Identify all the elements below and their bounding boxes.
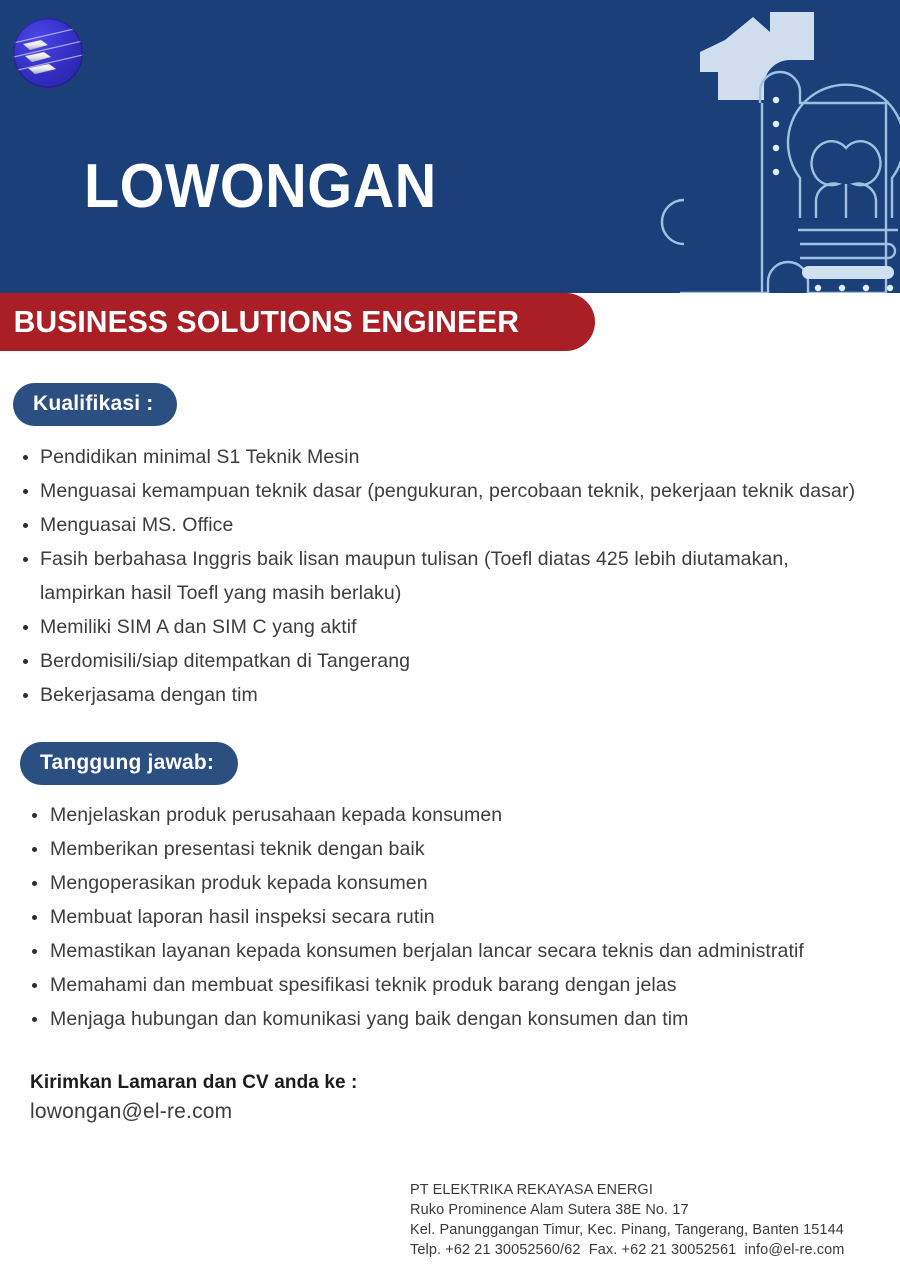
list-item: Menguasai kemampuan teknik dasar (pengukuran, percobaan teknik, pekerjaan teknik dasar) [40,474,860,508]
dots-decoration-icon [773,97,779,175]
company-logo [13,18,83,88]
list-item: Memastikan layanan kepada konsumen berjalan lancar secara teknis dan administratif [50,934,860,968]
puzzle-piece-filled-icon [700,12,814,100]
responsibilities-heading-row [20,742,900,785]
position-banner-area [0,293,900,351]
poster-title [18,92,437,293]
apply-title: Kirimkan Lamaran dan CV anda ke : [30,1072,358,1093]
poster-header [0,0,900,293]
list-item: Memahami dan membuat spesifikasi teknik produk barang dengan jelas [50,968,860,1002]
list-item: Pendidikan minimal S1 Teknik Mesin [40,440,860,474]
list-item: Memberikan presentasi teknik dengan baik [50,832,860,866]
apply-instructions [30,1072,900,1124]
poster-title-line-1: LOWONGAN [83,152,437,222]
company-address-line-2: Kel. Panunggangan Timur, Kec. Pinang, Tangerang, Banten 15144 [410,1222,844,1238]
list-item: Memiliki SIM A dan SIM C yang aktif [40,610,860,644]
list-item: Menjelaskan produk perusahaan kepada konsumen [50,798,860,832]
company-name: PT ELEKTRIKA REKAYASA ENERGI [410,1182,653,1198]
company-address-line-1: Ruko Prominence Alam Sutera 38E No. 17 [410,1202,689,1218]
company-contact-block [410,1180,844,1260]
list-item: Mengoperasikan produk kepada konsumen [50,866,860,900]
header-decorative-art [640,0,900,293]
qualifications-list [0,440,900,712]
apply-email[interactable]: lowongan@el-re.com [30,1100,233,1123]
lightbulb-base-bar [802,266,894,279]
poster-content [0,383,900,1124]
position-banner [0,293,595,351]
list-item: Menjaga hubungan dan komunikasi yang baik dengan konsumen dan tim [50,1002,860,1036]
elektrika-globe-logo-icon [13,18,83,88]
list-item: Bekerjasama dengan tim [40,678,860,712]
responsibilities-heading: Tanggung jawab: [20,742,238,785]
list-item: Menguasai MS. Office [40,508,860,542]
list-item: Fasih berbahasa Inggris baik lisan maupun tulisan (Toefl diatas 425 lebih diutamakan, lampirkan hasil Toefl yang masih berlaku) [40,542,860,610]
responsibilities-list [0,798,900,1036]
lightbulb-icon [788,85,900,258]
position-title: BUSINESS SOLUTIONS ENGINEER [13,304,520,339]
qualifications-heading-row [13,383,900,426]
qualifications-heading: Kualifikasi : [13,383,177,426]
list-item: Membuat laporan hasil inspeksi secara rutin [50,900,860,934]
bulb-bottom-dots-icon [815,285,893,291]
puzzle-piece-outline-icon [662,72,886,293]
list-item: Berdomisili/siap ditempatkan di Tangerang [40,644,860,678]
company-contact-line: Telp. +62 21 30052560/62 Fax. +62 21 30052561 info@el-re.com [410,1242,845,1258]
